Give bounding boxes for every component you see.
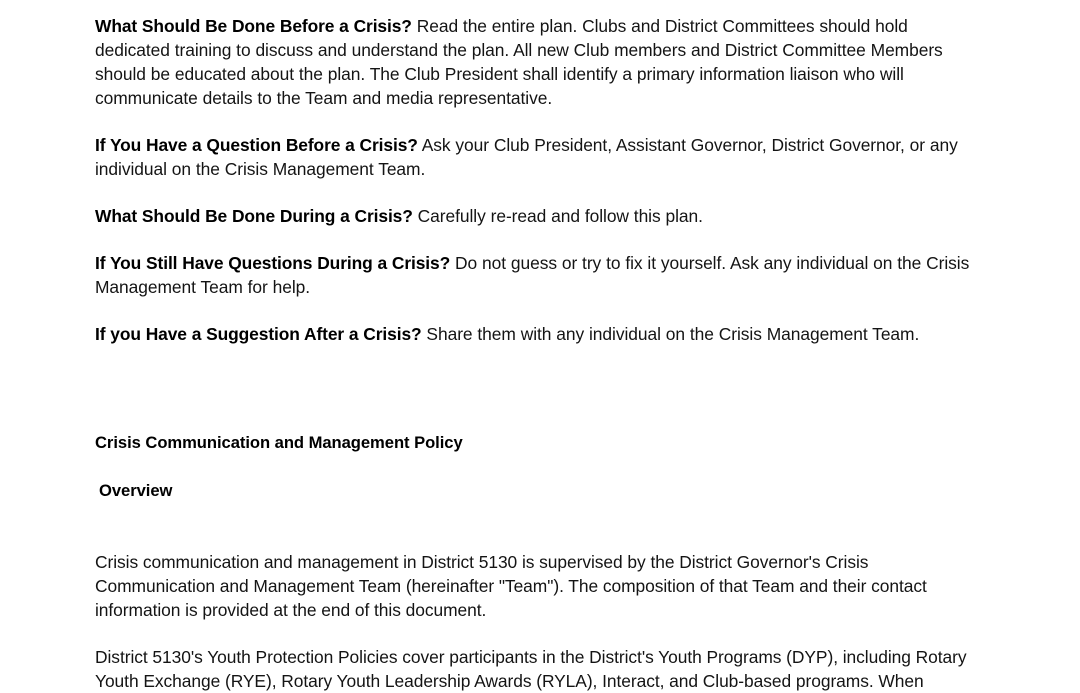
faq-lead-before-crisis: What Should Be Done Before a Crisis? [95, 16, 412, 36]
faq-body-question-before-crisis: Ask your Club President, Assistant Governor, District Governor, or any individual on the Crisis Management Team. [95, 135, 958, 179]
faq-lead-suggestion-after-crisis: If you Have a Suggestion After a Crisis? [95, 324, 422, 344]
faq-body-during-crisis: Carefully re-read and follow this plan. [412, 206, 703, 226]
policy-title-spacer [95, 454, 983, 480]
policy-title-heading: Crisis Communication and Management Policy [95, 433, 463, 452]
faq-entry-questions-during-crisis [95, 251, 983, 299]
overview-paragraph-1: Crisis communication and management in District 5130 is supervised by the District Governor's Crisis Communication and Management Team (hereinafter "Team"). The composition of that Team and their contact information is provided at the end of this document. [95, 552, 927, 620]
overview-heading-spacer [95, 502, 983, 550]
overview-paragraph-2: District 5130's Youth Protection Policies cover participants in the District's Youth Programs (DYP), including Rotary Youth Exchange (RYE), Rotary Youth Leadership Awards (RYLA), Interact, and Club-based programs. When [95, 647, 967, 691]
document-text-column [95, 14, 983, 693]
faq-lead-questions-during-crisis: If You Still Have Questions During a Crisis? [95, 253, 451, 273]
faq-body-before-crisis: Read the entire plan. Clubs and District Committees should hold dedicated training to discuss and understand the plan. All new Club members and District Committee Members should be educated about the plan. The Club President shall identify a primary information liaison who will communicate details to the Team and media representative. [95, 16, 943, 108]
faq-entry-before-crisis [95, 14, 983, 110]
faq-entry-question-before-crisis [95, 133, 983, 181]
section-gap [95, 369, 983, 432]
faq-lead-question-before-crisis: If You Have a Question Before a Crisis? [95, 135, 418, 155]
faq-body-questions-during-crisis: Do not guess or try to fix it yourself. Ask any individual on the Crisis Management Team for help. [95, 253, 970, 297]
faq-entry-suggestion-after-crisis [95, 322, 983, 346]
faq-body-suggestion-after-crisis: Share them with any individual on the Crisis Management Team. [421, 324, 920, 344]
faq-entry-during-crisis [95, 204, 983, 228]
overview-heading: Overview [99, 481, 173, 500]
faq-lead-during-crisis: What Should Be Done During a Crisis? [95, 206, 413, 226]
